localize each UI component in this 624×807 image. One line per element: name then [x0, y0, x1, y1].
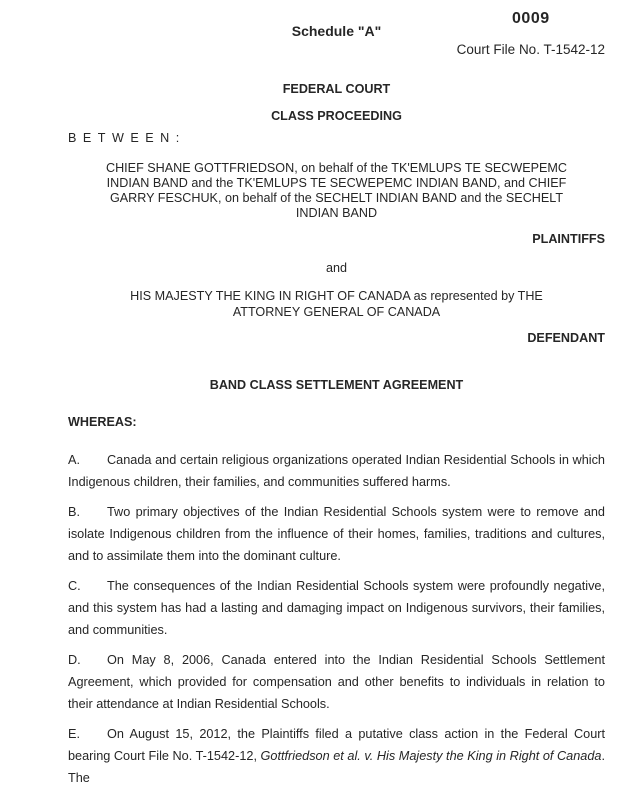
plaintiffs-role-label: PLAINTIFFS [532, 232, 605, 246]
recital-letter: D. [68, 653, 81, 667]
schedule-label: Schedule "A" [291, 23, 382, 39]
recital-text: On May 8, 2006, Canada entered into the Indian Residential Schools Settlement Agreement, which provided for compensation and other benefits to individuals in relation to their attendance at Indian Residential Schools. [68, 653, 605, 711]
court-name: FEDERAL COURT [282, 82, 391, 96]
court-file-number: Court File No. T-1542-12 [456, 42, 605, 57]
defendant-role-label: DEFENDANT [527, 331, 605, 345]
recitals-list [68, 449, 605, 789]
stamp-block [457, 10, 605, 58]
recital-paragraph [68, 723, 605, 789]
recital-paragraph [68, 449, 605, 493]
party-line: INDIAN BAND [295, 206, 378, 220]
stamp-number: 0009 [512, 10, 550, 27]
recital-paragraph [68, 649, 605, 715]
whereas-label: WHEREAS: [68, 415, 137, 429]
defendant-party-block [102, 288, 572, 320]
recital-letter: A. [68, 453, 80, 467]
party-line: GARRY FESCHUK, on behalf of the SECHELT INDIAN BAND and the SECHELT [109, 191, 564, 205]
document-content [68, 0, 605, 789]
recital-text: . The [68, 749, 605, 785]
and-separator: and [325, 261, 347, 275]
recital-text: Two primary objectives of the Indian Residential Schools system were to remove and isolate Indigenous children from the influence of their homes, families, traditions and cultures, and to assimilate them into the dominant culture. [68, 505, 605, 563]
defendant-line: HIS MAJESTY THE KING IN RIGHT OF CANADA as represented by THE [130, 289, 543, 303]
proceeding-type: CLASS PROCEEDING [271, 109, 402, 123]
party-line: CHIEF SHANE GOTTFRIEDSON, on behalf of the TK'EMLUPS TE SECWEPEMC [105, 161, 568, 175]
plaintiffs-party-block [105, 161, 569, 221]
recital-text: On August 15, 2012, the Plaintiffs filed a putative class action in the Federal Court bearing Court File No. T-1542-12, [68, 727, 605, 763]
defendant-line: ATTORNEY GENERAL OF CANADA [232, 305, 441, 319]
recital-letter: C. [68, 579, 81, 593]
recital-text: The consequences of the Indian Residential Schools system were profoundly negative, and this system has had a lasting and damaging impact on Indigenous survivors, their families, and communities. [68, 579, 605, 637]
recital-text-italic: Gottfriedson et al. v. His Majesty the King in Right of Canada [260, 749, 602, 763]
recital-paragraph [68, 575, 605, 641]
party-line: INDIAN BAND and the TK'EMLUPS TE SECWEPEMC INDIAN BAND, and CHIEF [106, 176, 567, 190]
recital-text: Canada and certain religious organizations operated Indian Residential Schools in which Indigenous children, their families, and communities suffered harms. [68, 453, 605, 489]
agreement-title: BAND CLASS SETTLEMENT AGREEMENT [209, 378, 464, 392]
document-header [68, 0, 605, 70]
recital-letter: E. [68, 727, 80, 741]
between-label: BETWEEN: [68, 131, 186, 145]
recital-paragraph [68, 501, 605, 567]
recital-letter: B. [68, 505, 80, 519]
